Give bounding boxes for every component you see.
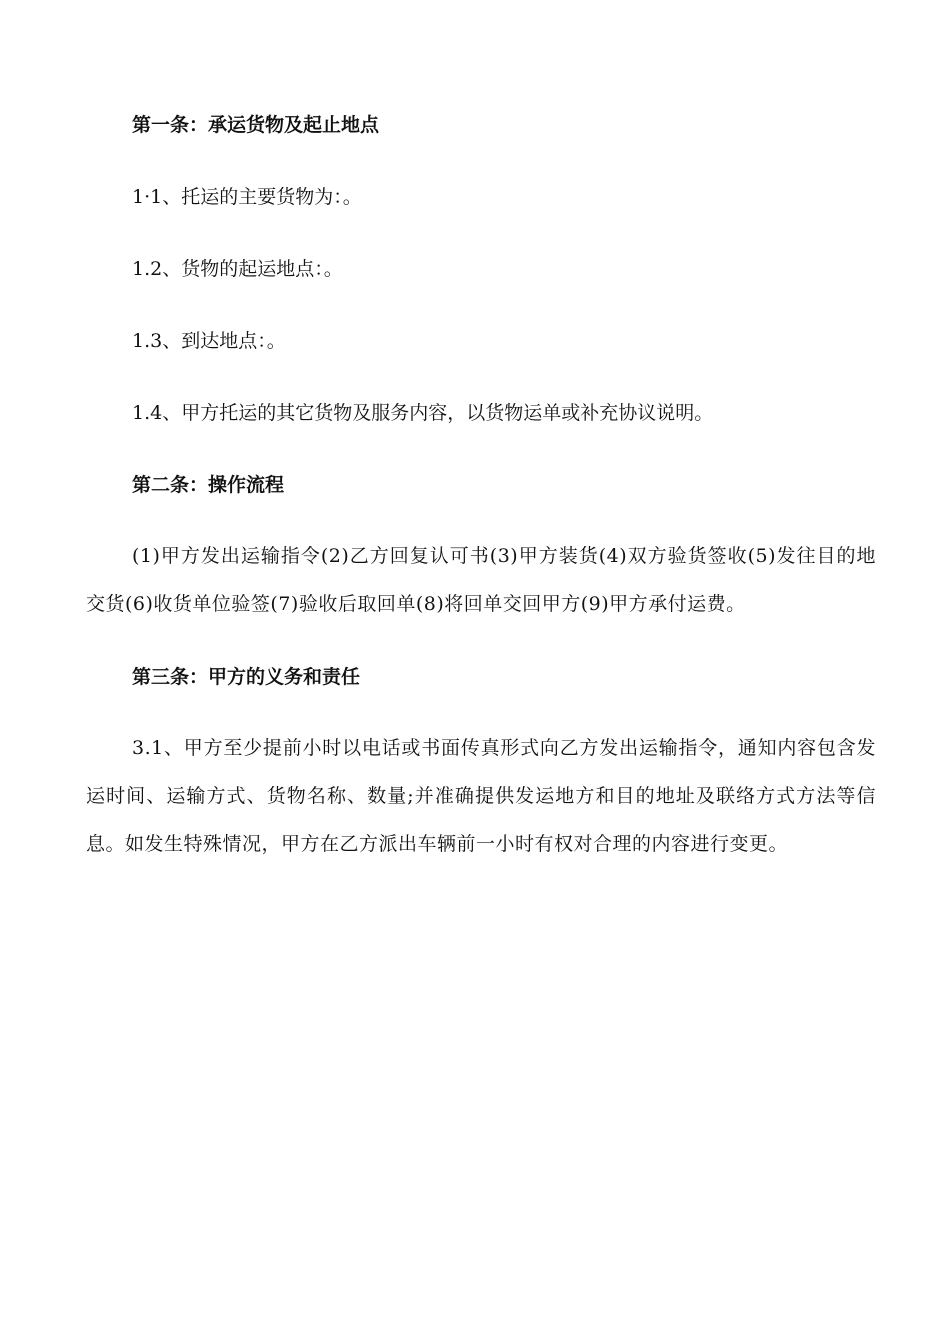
clause-1-3: 1.3、到达地点：。 <box>132 330 286 352</box>
clause-1-1: 1·1、托运的主要货物为：。 <box>132 186 362 208</box>
section-2-heading: 第二条：操作流程 <box>132 474 285 496</box>
clause-1-2: 1.2、货物的起运地点：。 <box>132 258 343 280</box>
clause-1-4: 1.4、甲方托运的其它货物及服务内容，以货物运单或补充协议说明。 <box>132 402 714 424</box>
document-page <box>86 100 876 868</box>
section-1-heading: 第一条：承运货物及起止地点 <box>132 114 380 136</box>
operation-process-paragraph: (1)甲方发出运输指令(2)乙方回复认可书(3)甲方装货(4)双方验货签收(5)发往目的地交货(6)收货单位验签(7)验收后取回单(8)将回单交回甲方(9)甲方承付运费。 <box>86 545 876 615</box>
clause-3-1-paragraph: 3.1、甲方至少提前小时以电话或书面传真形式向乙方发出运输指令，通知内容包含发运时间、运输方式、货物名称、数量;并准确提供发运地方和目的地址及联络方式方法等信息。如发生特殊情况，甲方在乙方派出车辆前一小时有权对合理的内容进行变更。 <box>86 737 876 855</box>
section-3-heading: 第三条：甲方的义务和责任 <box>132 666 361 688</box>
